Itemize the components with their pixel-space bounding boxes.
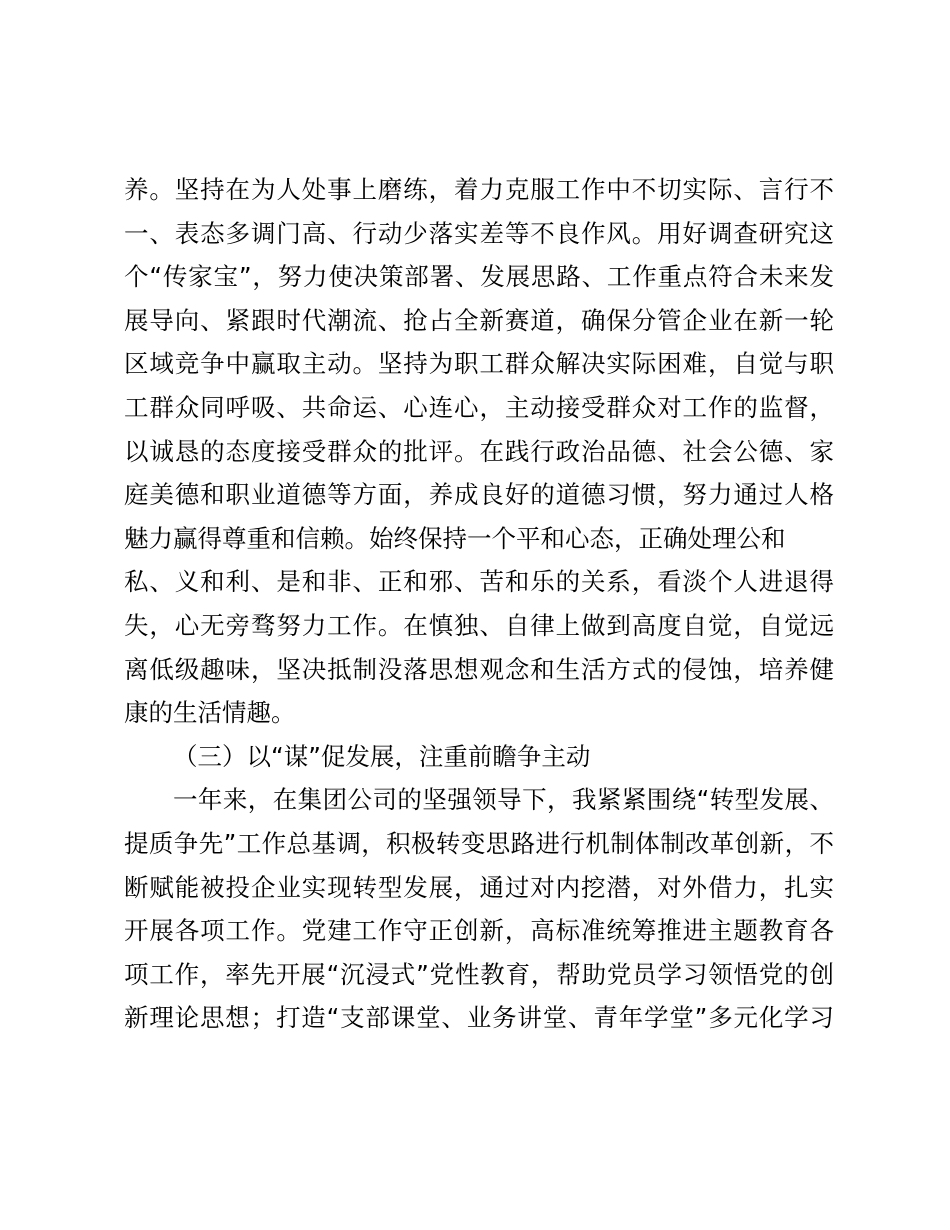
text-line: 项工作，率先开展“沉浸式”党性教育，帮助党员学习领悟党的创 xyxy=(124,959,834,989)
text-line: 断赋能被投企业实现转型发展，通过对内挖潜，对外借力，扎实 xyxy=(124,872,834,902)
paragraph-1 xyxy=(124,168,834,735)
text-line: 展导向、紧跟时代潮流、抢占全新赛道，确保分管企业在新一轮 xyxy=(124,305,834,335)
text-line: 失，心无旁骛努力工作。在慎独、自律上做到高度自觉，自觉远 xyxy=(124,610,834,640)
text-line: 养。坚持在为人处事上磨练，着力克服工作中不切实际、言行不 xyxy=(124,175,834,204)
paragraph-2 xyxy=(124,778,834,1040)
text-line: 区域竞争中赢取主动。坚持为职工群众解决实际困难，自觉与职 xyxy=(124,349,834,379)
text-line: 康的生活情趣。 xyxy=(124,698,296,728)
text-line: 个“传家宝”，努力使决策部署、发展思路、工作重点符合未来发 xyxy=(124,262,834,292)
text-line: 庭美德和职业道德等方面，养成良好的道德习惯，努力通过人格 xyxy=(124,480,834,510)
text-line: 工群众同呼吸、共命运、心连心，主动接受群众对工作的监督， xyxy=(124,392,834,422)
text-line: 提质争先”工作总基调，积极转变思路进行机制体制改革创新，不 xyxy=(124,828,834,858)
text-line: 一、表态多调门高、行动少落实差等不良作风。用好调查研究这 xyxy=(124,218,834,248)
text-line: 以诚恳的态度接受群众的批评。在践行政治品德、社会公德、家 xyxy=(124,436,834,466)
text-line: 开展各项工作。党建工作守正创新，高标准统筹推进主题教育各 xyxy=(124,916,834,946)
text-line: 魅力赢得尊重和信赖。始终保持一个平和心态，正确处理公和 xyxy=(124,523,786,553)
document-body xyxy=(124,168,834,1040)
text-line: 离低级趣味，坚决抵制没落思想观念和生活方式的侵蚀，培养健 xyxy=(124,654,834,684)
section-heading: （三）以“谋”促发展，注重前瞻争主动 xyxy=(173,741,591,771)
text-line: 新理论思想；打造“支部课堂、业务讲堂、青年学堂”多元化学习 xyxy=(124,1003,834,1033)
text-line: 一年来，在集团公司的坚强领导下，我紧紧围绕“转型发展、 xyxy=(173,785,834,815)
text-line: 私、义和利、是和非、正和邪、苦和乐的关系，看淡个人进退得 xyxy=(124,567,834,597)
